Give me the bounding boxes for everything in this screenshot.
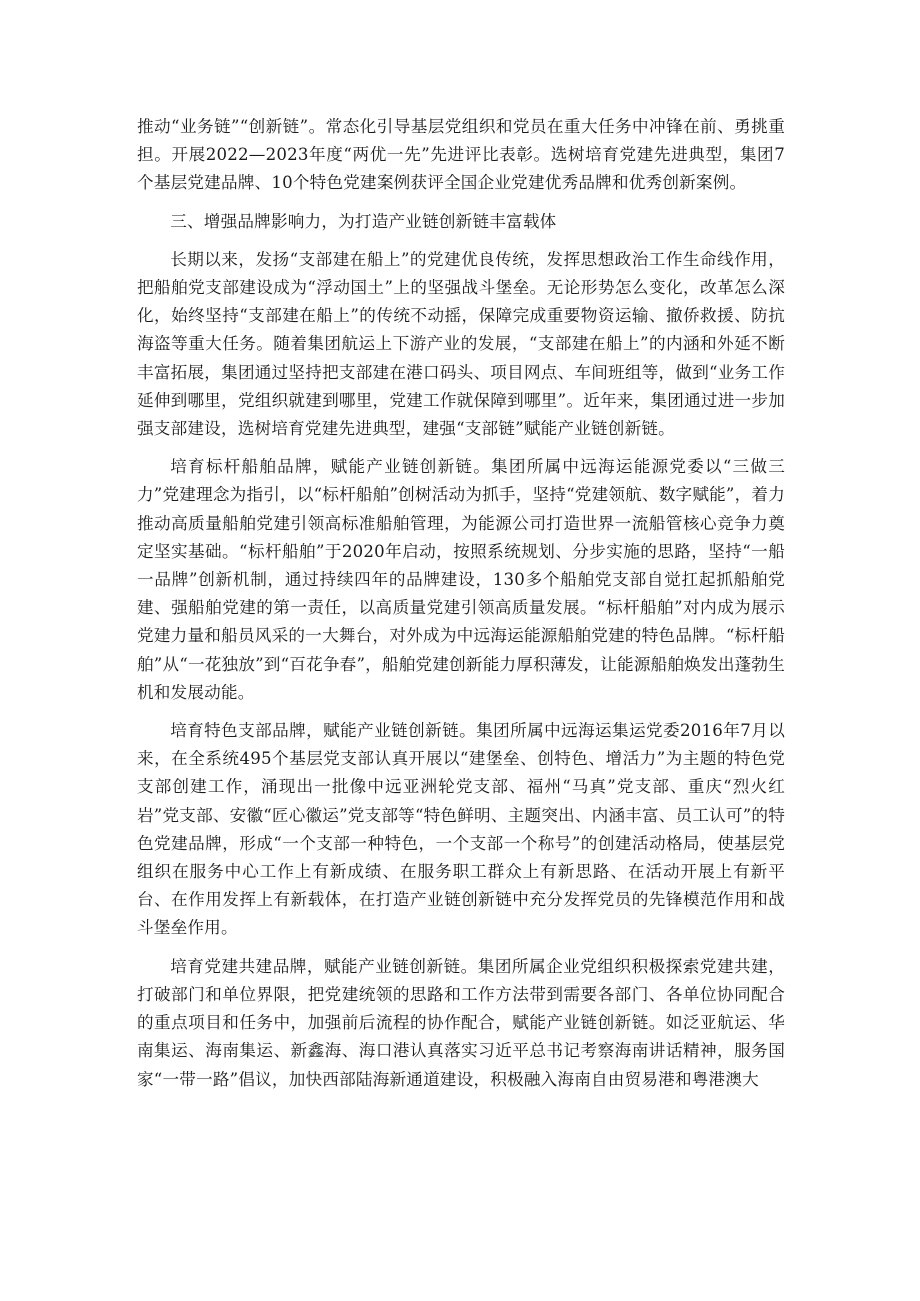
- section-heading: 三、增强品牌影响力，为打造产业链创新链丰富载体: [170, 211, 557, 231]
- paragraph-featured-branch-brand: 培育特色支部品牌，赋能产业链创新链。集团所属中远海运集运党委2016年7月以来，在全系统495个基层党支部认真开展以“建堡垒、创特色、增活力”为主题的特色党支部创建工作，涌现出一批像中远亚洲轮党支部、福州“马真”党支部、重庆“烈火红岩”党支部、安徽“匠心徽运”党支部等“特色鲜明、主题突出、内涵丰富、员工认可”的特色党建品牌，形成“一个支部一种特色，一个支部一个称号”的创建活动格局，使基层党组织在服务中心工作上有新成绩、在服务职工群众上有新思路、在活动开展上有新平台、在作用发挥上有新载体，在打造产业链创新链中充分发挥党员的先锋模范作用和战斗堡垒作用。: [137, 721, 785, 938]
- paragraph-co-building-brand: 培育党建共建品牌，赋能产业链创新链。集团所属企业党组织积极探索党建共建，打破部门和单位界限，把党建统领的思路和工作方法带到需要各部门、各单位协同配合的重点项目和任务中，加强前后流程的协作配合，赋能产业链创新链。如泛亚航运、华南集运、海南集运、新鑫海、海口港认真落实习近平总书记考察海南讲话精神，服务国家“一带一路”倡议，加快西部陆海新通道建设，积极融入海南自由贸易港和粤港澳大: [137, 956, 785, 1089]
- paragraph-continuation: 推动“业务链”“创新链”。常态化引导基层党组织和党员在重大任务中冲锋在前、勇挑重担。开展2022—2023年度“两优一先”先进评比表彰。选树培育党建先进典型，集团7个基层党建品牌、10个特色党建案例获评全国企业党建优秀品牌和优秀创新案例。: [137, 117, 785, 193]
- paragraph-benchmark-ship-brand: 培育标杆船舶品牌，赋能产业链创新链。集团所属中远海运能源党委以“三做三力”党建理念为指引，以“标杆船舶”创树活动为抓手，坚持“党建领航、数字赋能”，着力推动高质量船舶党建引领高标准船舶管理，为能源公司打造世界一流船管核心竞争力奠定坚实基础。“标杆船舶”于2020年启动，按照系统规划、分步实施的思路，坚持“一船一品牌”创新机制，通过持续四年的品牌建设，130多个船舶党支部自觉扛起抓船舶党建、强船舶党建的第一责任，以高质量党建引领高质量发展。“标杆船舶”对内成为展示党建力量和船员风采的一大舞台，对外成为中远海运能源船舶党建的特色品牌。“标杆船舶”从“一花独放”到“百花争春”，船舶党建创新能力厚积薄发，让能源船舶焕发出蓬勃生机和发展动能。: [137, 457, 785, 702]
- paragraph-branch-on-ship: 长期以来，发扬“支部建在船上”的党建优良传统，发挥思想政治工作生命线作用，把船舶党支部建设成为“浮动国土”上的坚强战斗堡垒。无论形势怎么变化，改革怎么深化，始终坚持“支部建在船上”的传统不动摇，保障完成重要物资运输、撤侨救援、防抗海盗等重大任务。随着集团航运上下游产业的发展，“支部建在船上”的内涵和外延不断丰富拓展，集团通过坚持把支部建在港口码头、项目网点、车间班组等，做到“业务工作延伸到哪里，党组织就建到哪里，党建工作就保障到哪里”。近年来，集团通过进一步加强支部建设，选树培育党建先进典型，建强“支部链”赋能产业链创新链。: [137, 249, 785, 439]
- document-page: [137, 113, 785, 1104]
